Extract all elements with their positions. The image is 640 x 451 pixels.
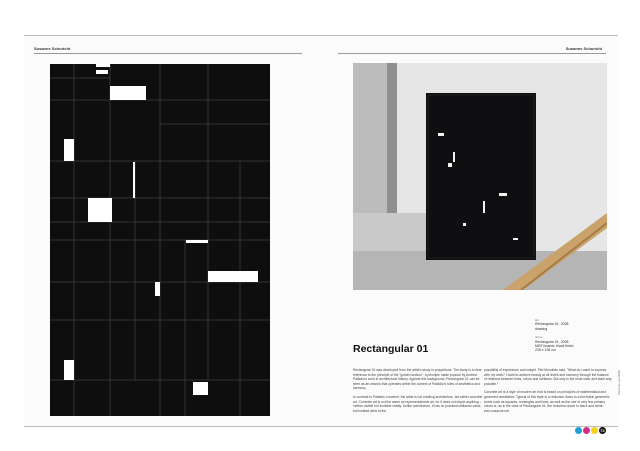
header-rule-left [34,53,302,54]
header-author-right: Susanne Schuricht [565,46,602,51]
artwork-panel [426,93,536,260]
photo-credit: Photo by Jan Bitter [617,369,621,395]
column1-paragraph-2: In contrast to Palladio, however, the artist is not creating architecture, but rather concrete art. Concrete art is not the same as representational art, for it does not depict anything – neither visible nor invisible reality. Unlike architecture, it has no practical utilitarian value, but instead aims at the [353,394,483,413]
page-number: 72 [600,428,605,433]
caption-work2-year: , 2008 [558,339,569,344]
column2-paragraph-2 [484,390,612,413]
cyan-dot-icon [575,427,582,434]
header-rule-right [338,53,606,54]
caption-work1-medium: drawing [535,326,548,331]
artwork-caption [535,314,605,353]
article-title: Rectangular 01 [353,343,429,355]
article-column-1 [353,368,483,417]
registration-dots [575,427,606,434]
magenta-dot-icon [583,427,590,434]
rectangular-artwork [50,64,270,416]
caption-work2-title: Rectangular 01 [535,339,559,344]
column2-web-link[interactable]: ecur.susanne.net [484,408,510,413]
yellow-dot-icon [591,427,598,434]
photo-scene [353,63,607,290]
header-author-left: Susanne Schuricht [34,46,71,51]
article-column-2 [484,368,612,417]
caption-work2-medium: MDF boards, black finish [535,344,574,349]
caption-work1-title: Rectangular 01 [535,322,559,327]
column2-paragraph-1: possibility of experience and insight. Piet Mondrian said, "What do I want to express with my work? I want to achieve beauty at all levels and harmony through the balance of relations between lines, colors and surfaces. But only in the most clear and stark way possible." [484,368,612,386]
caption-tag-above: above [535,335,543,340]
installation-photo [353,63,607,290]
caption-tag-left: left [535,318,539,322]
caption-work1-year: , 2008 [558,322,569,327]
column1-paragraph-1: Rectangular 01 was developed from the artist's study in proportions. The study is a clear reference to the principle of the "golden section", a principle made popular by Andrea Palladio's work in architectural history. Against this background, Rectangular 01 can be seen as an artwork that operates within the context of Palladio's rules of aesthetics and harmony. [353,368,482,391]
caption-work2-size: 216 x 135 cm [535,348,557,353]
column2-paragraph-2-text: Concrete art is a style of modern art that is based on principles of mathematical and geometric aesthetics. Typical of this style is a reduction down to a few basic geometric forms such as squares, rectangles and lines, as well as the use of very few primary colors or, as in the case of Rectangular 01, the reduction down to black and white. [484,390,610,409]
